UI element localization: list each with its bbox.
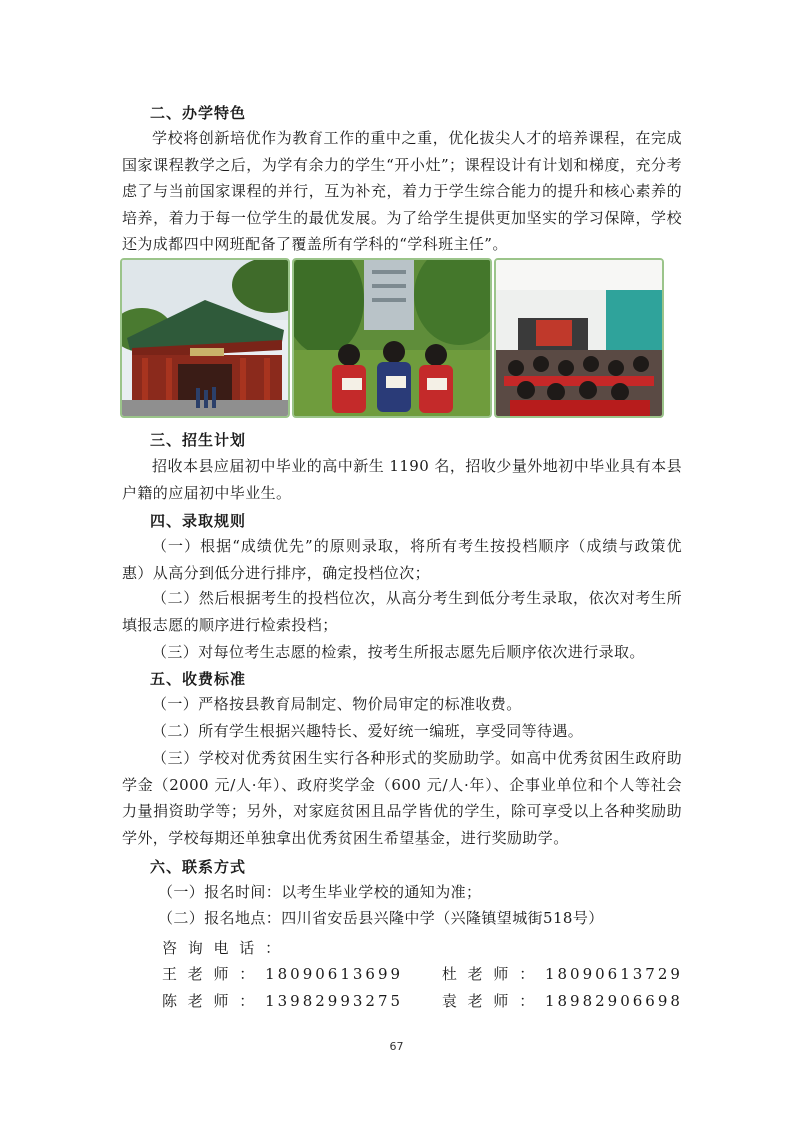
- section-heading-admission: 四、录取规则: [150, 512, 247, 530]
- page-number: 67: [389, 1040, 404, 1053]
- admission-rule-3: （三）对每位考生志愿的检索，按考生所报志愿先后顺序依次进行录取。: [152, 643, 645, 661]
- enrollment-paragraph: 招收本县应届初中毕业的高中新生 1190 名，招收少量外地初中毕业具有本县户籍的应届初中毕业生。: [122, 457, 682, 502]
- registration-time: （一）报名时间：以考生毕业学校的通知为准；: [158, 883, 482, 901]
- fee-rule-2: （二）所有学生根据兴趣特长、爱好统一编班，享受同等待遇。: [152, 722, 584, 740]
- section-heading-fees: 五、收费标准: [150, 670, 247, 688]
- fee-rule-1: （一）严格按县教育局制定、物价局审定的标准收费。: [152, 695, 522, 713]
- classroom-image: [496, 260, 662, 416]
- classroom-photo: [494, 258, 664, 418]
- admission-rule-1: （一）根据“成绩优先”的原则录取，将所有考生按投档顺序（成绩与政策优惠）从高分到低分进行排序，确定投档位次；: [122, 537, 682, 582]
- students-reading-image: [294, 260, 490, 416]
- section-heading-features: 二、办学特色: [150, 104, 247, 122]
- contact-row-2: 陈 老 师 ： 13982993275 袁 老 师 ： 18982906698: [162, 992, 683, 1010]
- students-reading-photo: [292, 258, 492, 418]
- features-paragraph: 学校将创新培优作为教育工作的重中之重，优化拔尖人才的培养课程，在完成国家课程教学之后，为学有余力的学生“开小灶”；课程设计有计划和梯度，充分考虑了与当前国家课程的并行，互为补充，着力于学生综合能力的提升和核心素养的培养，着力于每一位学生的最优发展。为了给学生提供更加坚实的学习保障，学校还为成都四中网班配备了覆盖所有学科的“学科班主任”。: [122, 129, 682, 253]
- registration-place: （二）报名地点：四川省安岳县兴隆中学（兴隆镇望城街518号）: [158, 909, 604, 927]
- section-heading-contact: 六、联系方式: [150, 858, 247, 876]
- school-gate-image: [122, 260, 288, 416]
- school-gate-photo: [120, 258, 290, 418]
- contact-row-1: 王 老 师 ： 18090613699 杜 老 师 ： 18090613729: [162, 965, 683, 983]
- fee-rule-3: （三）学校对优秀贫困生实行各种形式的奖励助学。如高中优秀贫困生政府助学金（2000 元/人·年）、政府奖学金（600 元/人·年）、企事业单位和个人等社会力量捐资助学等；另外，对家庭贫困且品学皆优的学生，除可享受以上各种奖励助学外，学校每期还单独拿出优秀贫困生希望基金，进行奖励助学。: [122, 749, 682, 847]
- admission-rule-2: （二）然后根据考生的投档位次，从高分考生到低分考生录取，依次对考生所填报志愿的顺序进行检索投档；: [122, 589, 682, 634]
- consult-phone-label: 咨 询 电 话 ：: [162, 939, 284, 957]
- section-heading-enrollment: 三、招生计划: [150, 431, 247, 449]
